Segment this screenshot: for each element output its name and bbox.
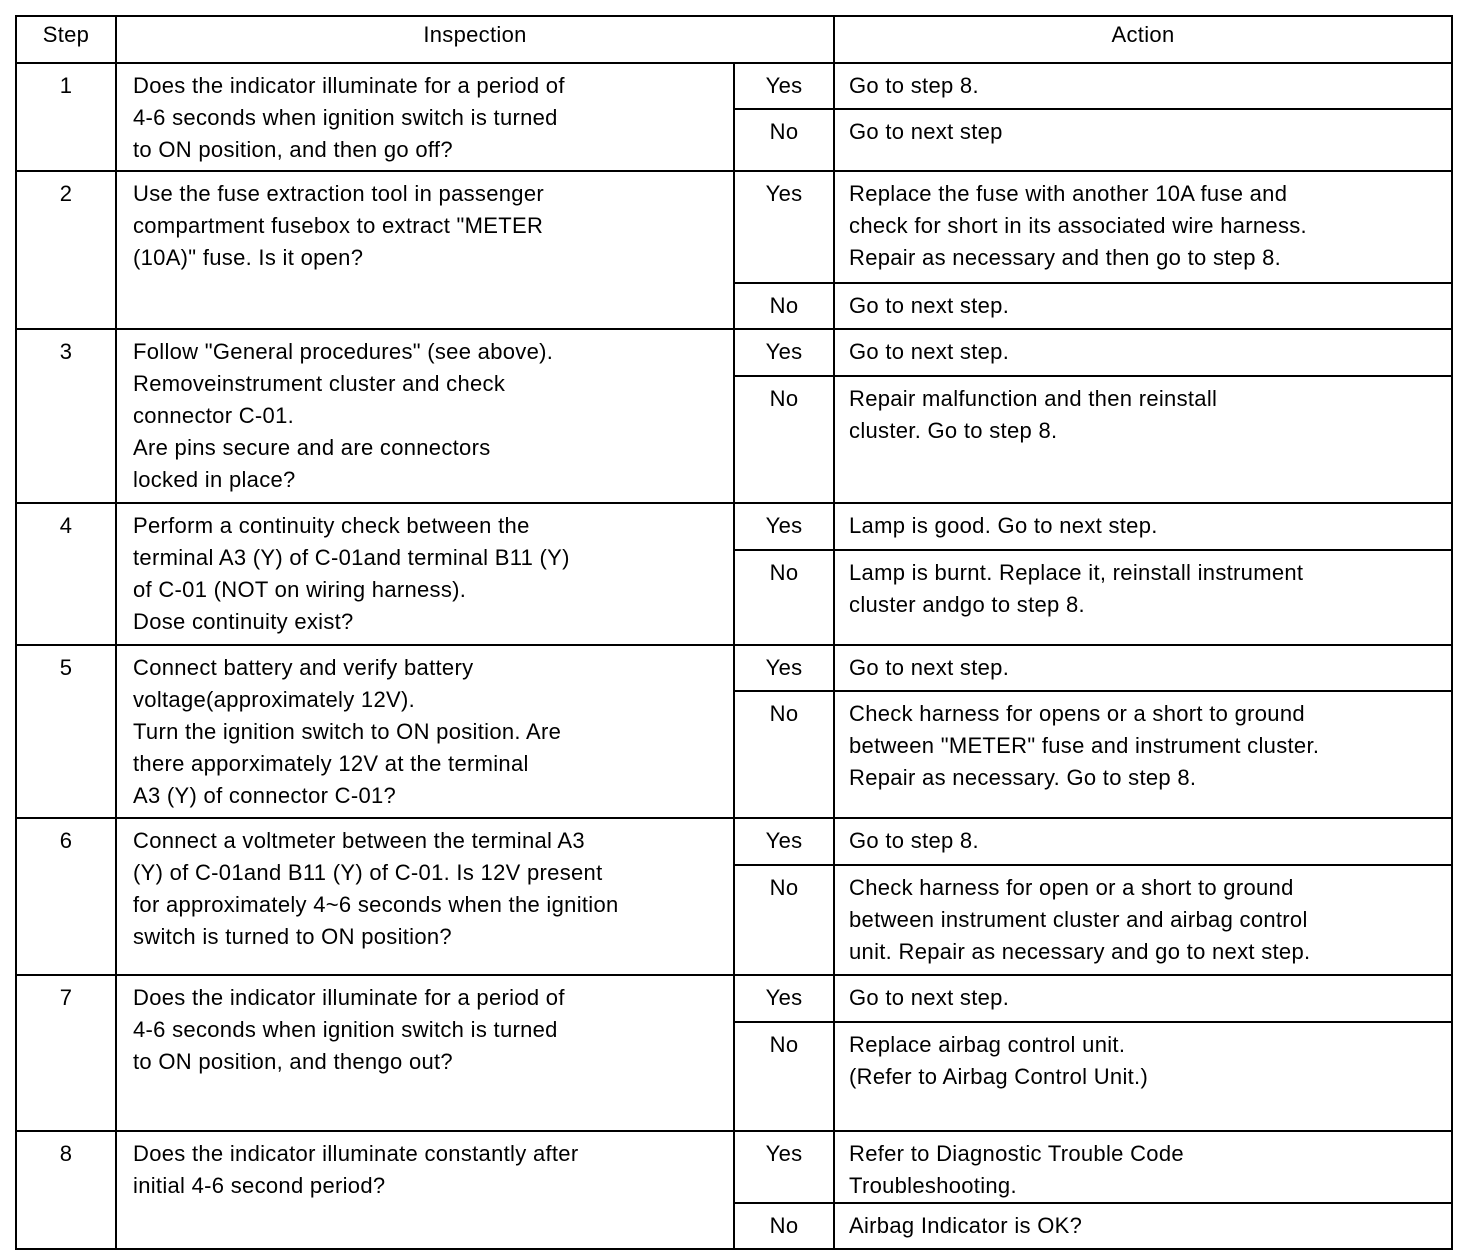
table-row	[16, 329, 1452, 376]
step-number: 6	[16, 818, 116, 975]
no-label: No	[734, 283, 834, 329]
step-number: 5	[16, 645, 116, 818]
step-number: 7	[16, 975, 116, 1131]
no-action: Repair malfunction and then reinstall cluster. Go to step 8.	[834, 376, 1452, 503]
step-number: 2	[16, 171, 116, 329]
no-action: Go to next step.	[834, 283, 1452, 329]
no-action: Go to next step	[834, 109, 1452, 171]
inspection-text: Follow "General procedures" (see above). Removeinstrument cluster and check connector C-01. Are pins secure and are connectors locked in place?	[116, 329, 734, 503]
troubleshooting-table	[15, 15, 1453, 1250]
no-action: Airbag Indicator is OK?	[834, 1203, 1452, 1249]
inspection-text: Use the fuse extraction tool in passenger compartment fusebox to extract "METER (10A)" fuse. Is it open?	[116, 171, 734, 329]
no-action: Replace airbag control unit. (Refer to Airbag Control Unit.)	[834, 1022, 1452, 1131]
yes-action: Lamp is good. Go to next step.	[834, 503, 1452, 550]
yes-label: Yes	[734, 329, 834, 376]
header-inspection: Inspection	[116, 16, 834, 63]
inspection-text: Connect a voltmeter between the terminal A3 (Y) of C-01and B11 (Y) of C-01. Is 12V present for approximately 4~6 seconds when the ignition switch is turned to ON position?	[116, 818, 734, 975]
yes-action: Go to next step.	[834, 645, 1452, 691]
no-label: No	[734, 691, 834, 818]
no-label: No	[734, 376, 834, 503]
yes-action: Go to step 8.	[834, 63, 1452, 109]
no-action: Check harness for open or a short to ground between instrument cluster and airbag control unit. Repair as necessary and go to next step.	[834, 865, 1452, 975]
inspection-text: Does the indicator illuminate for a period of 4-6 seconds when ignition switch is turned to ON position, and thengo out?	[116, 975, 734, 1131]
step-number: 8	[16, 1131, 116, 1249]
yes-action: Refer to Diagnostic Trouble Code Troubleshooting.	[834, 1131, 1452, 1203]
step-number: 1	[16, 63, 116, 171]
yes-action: Replace the fuse with another 10A fuse and check for short in its associated wire harness. Repair as necessary and then go to step 8.	[834, 171, 1452, 283]
table-row	[16, 171, 1452, 283]
table-row	[16, 818, 1452, 865]
yes-label: Yes	[734, 975, 834, 1022]
inspection-text: Perform a continuity check between the terminal A3 (Y) of C-01and terminal B11 (Y) of C-01 (NOT on wiring harness). Dose continuity exist?	[116, 503, 734, 645]
table-row	[16, 1131, 1452, 1203]
table-row	[16, 503, 1452, 550]
no-action: Check harness for opens or a short to ground between "METER" fuse and instrument cluster. Repair as necessary. Go to step 8.	[834, 691, 1452, 818]
no-label: No	[734, 1022, 834, 1131]
no-label: No	[734, 865, 834, 975]
yes-action: Go to next step.	[834, 329, 1452, 376]
yes-label: Yes	[734, 171, 834, 283]
yes-label: Yes	[734, 1131, 834, 1203]
no-label: No	[734, 1203, 834, 1249]
no-label: No	[734, 550, 834, 645]
step-number: 4	[16, 503, 116, 645]
table-row	[16, 63, 1452, 109]
yes-label: Yes	[734, 645, 834, 691]
inspection-text: Does the indicator illuminate constantly after initial 4-6 second period?	[116, 1131, 734, 1249]
table-row	[16, 645, 1452, 691]
header-step: Step	[16, 16, 116, 63]
step-number: 3	[16, 329, 116, 503]
no-label: No	[734, 109, 834, 171]
yes-label: Yes	[734, 503, 834, 550]
table-row	[16, 975, 1452, 1022]
header-row	[16, 16, 1452, 63]
yes-action: Go to next step.	[834, 975, 1452, 1022]
inspection-text: Connect battery and verify battery voltage(approximately 12V). Turn the ignition switch to ON position. Are there apporximately 12V at the terminal A3 (Y) of connector C-01?	[116, 645, 734, 818]
no-action: Lamp is burnt. Replace it, reinstall instrument cluster andgo to step 8.	[834, 550, 1452, 645]
inspection-text: Does the indicator illuminate for a period of 4-6 seconds when ignition switch is turned to ON position, and then go off?	[116, 63, 734, 171]
yes-label: Yes	[734, 818, 834, 865]
header-action: Action	[834, 16, 1452, 63]
yes-label: Yes	[734, 63, 834, 109]
yes-action: Go to step 8.	[834, 818, 1452, 865]
